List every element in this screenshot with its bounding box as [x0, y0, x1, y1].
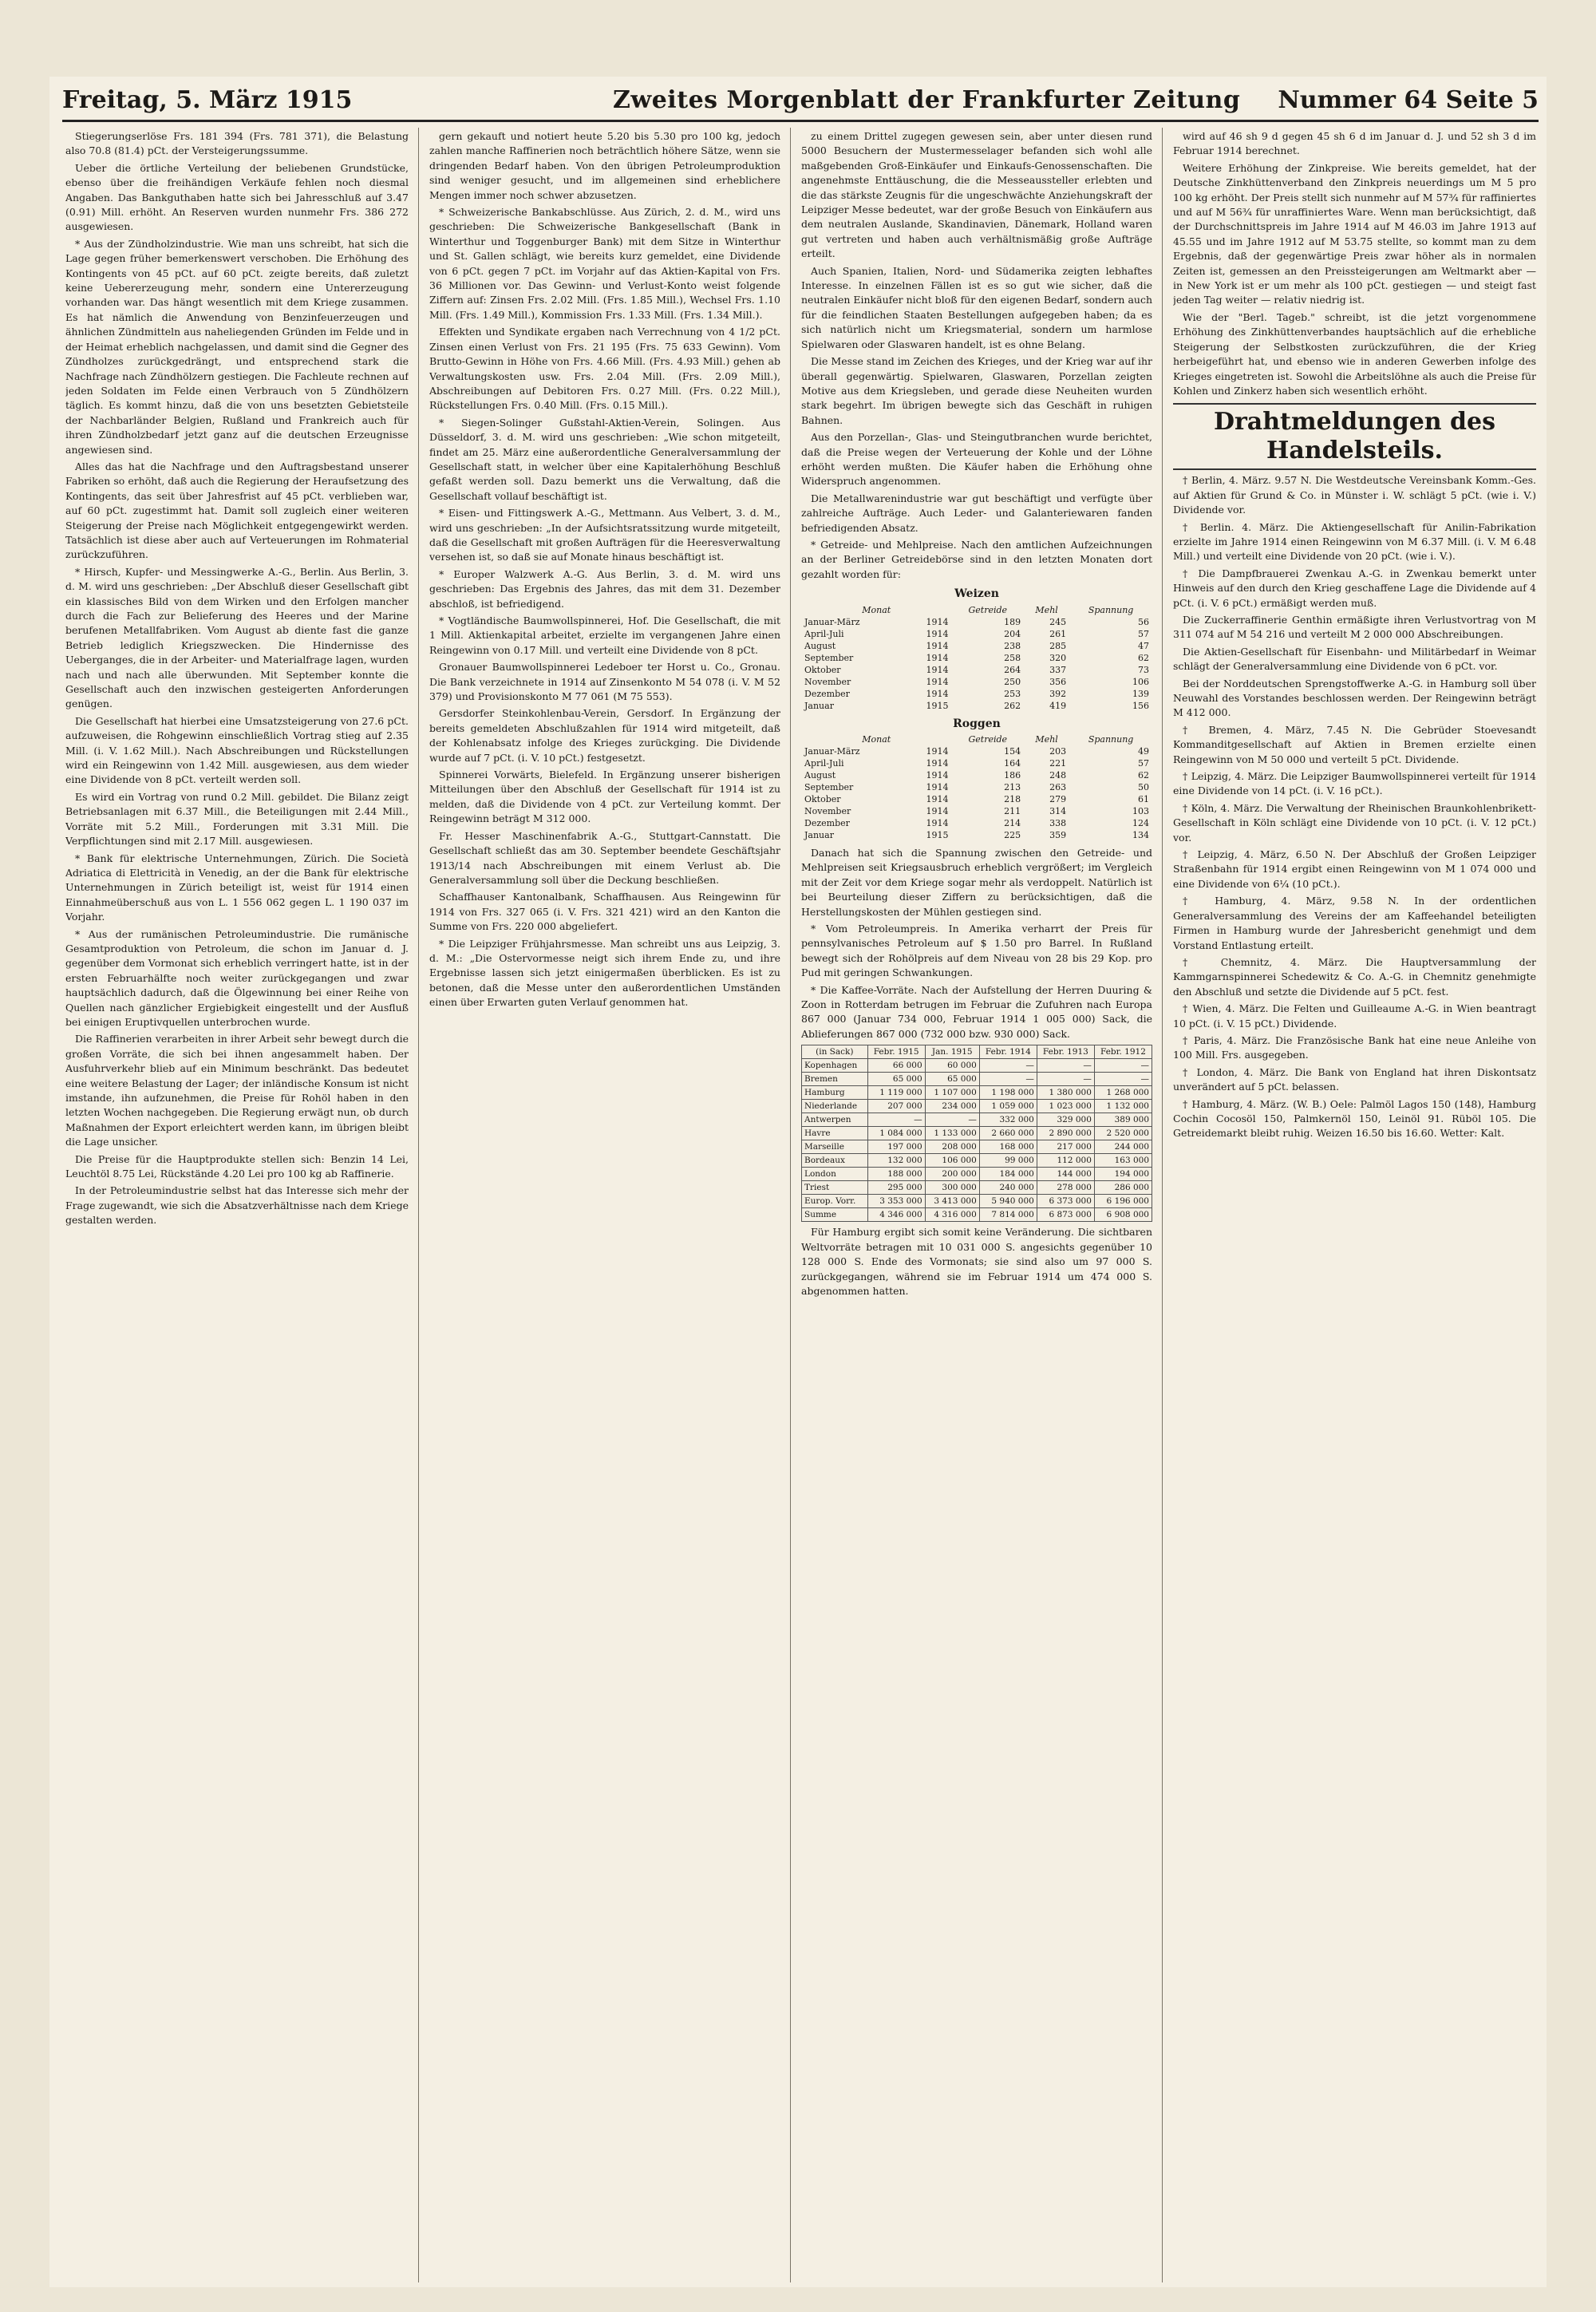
table-cell: September — [804, 652, 854, 663]
table-cell: 144 000 — [1037, 1168, 1094, 1181]
table-cell: 419 — [1049, 700, 1067, 711]
article-paragraph: Schaffhauser Kantonalbank, Schaffhausen. Aus Reingewinn für 1914 von Frs. 327 065 (i. V. Frs. 321 421) wird an den Kanton die Summe von Frs. 220 000 abgeliefert. — [429, 891, 780, 933]
coffee-stocks-table — [801, 1045, 1152, 1222]
article-paragraph: wird auf 46 sh 9 d gegen 45 sh 6 d im Januar d. J. und 52 sh 3 d im Februar 1914 berechnet. — [1173, 130, 1536, 157]
table-cell: 262 — [1004, 700, 1021, 711]
table-header: Febr. 1914 — [979, 1045, 1037, 1059]
table-row — [801, 829, 1152, 841]
table-cell: 6 373 000 — [1037, 1195, 1094, 1208]
table-header: Spannung — [1088, 734, 1134, 745]
table-row — [802, 1208, 1152, 1222]
table-cell: Oktober — [804, 794, 841, 804]
article-paragraph: † Köln, 4. März. Die Verwaltung der Rheinischen Braunkohlenbrikett-Gesellschaft in Köln schlägt eine Dividende von 10 pCt. (i. V. 12 pCt.) vor. — [1173, 801, 1536, 844]
article-paragraph: Auch Spanien, Italien, Nord- und Südamerika zeigten lebhaftes Interesse. In einzelnen Fällen ist es so gut wie sicher, daß die neutralen Einkäufer nicht bloß für den eigenen Bedarf, sondern auch für die feindlichen Staaten Bestellungen aufgegeben haben; da es sich natürlich nicht um Kriegsmaterial, sondern um harmlose Spielwaren oder Glaswaren handelt, ist es ohne Belang. — [801, 264, 1152, 350]
table-cell: April-Juli — [804, 758, 844, 769]
table-cell: 1915 — [926, 830, 949, 840]
table-row — [802, 1086, 1152, 1100]
table-cell: 164 — [1004, 758, 1021, 769]
table-row — [801, 688, 1152, 700]
table-cell: Marseille — [802, 1140, 868, 1154]
article-paragraph: Bei der Norddeutschen Sprengstoffwerke A.-G. in Hamburg soll über Neuwahl des Vorstandes beschlossen werden. Der Reingewinn beträgt M 412 000. — [1173, 677, 1536, 719]
article-paragraph: Die Zuckerraffinerie Genthin ermäßigte ihren Verlustvortrag von M 311 074 auf M 54 216 und verteilt M 2 000 000 Abschreibungen. — [1173, 613, 1536, 641]
table-cell: 245 — [1049, 616, 1067, 627]
article-paragraph: Spinnerei Vorwärts, Bielefeld. In Ergänzung unserer bisherigen Mitteilungen über den Abschluß der Gesellschaft für 1914 ist zu melden, daß die Dividende von 4 pCt. zur Verteilung kommt. Der Reingewinn beträgt M 312 000. — [429, 769, 780, 825]
table-cell: Januar-März — [804, 746, 860, 757]
table-row — [801, 745, 1152, 757]
grain-table-title: Weizen — [954, 587, 999, 601]
article-paragraph: † Leipzig, 4. März, 6.50 N. Der Abschluß der Großen Leipziger Straßenbahn für 1914 ergibt einen Reingewinn von M 1 074 000 und eine Dividende von 6¼ (10 pCt.). — [1173, 848, 1536, 890]
table-cell: Hamburg — [802, 1086, 868, 1100]
column-rule — [1162, 128, 1163, 2282]
table-cell: Dezember — [804, 688, 850, 699]
table-row — [802, 1140, 1152, 1154]
article-paragraph: zu einem Drittel zugegen gewesen sein, aber unter diesen rund 5000 Besuchern der Mustermesselager befanden sich wohl alle maßgebenden Groß-Einkäufer und Einkaufs-Genossenschaften. Die angenehmste Enttäuschung, die die Messeaussteller erlebten und die das stärkste Zeugnis für die ungeschwächte Anziehungskraft der Leipziger Messe bedeutet, war der große Besuch von Einkäufern aus dem neutralen Auslande, Skandinavien, Dänemark, Holland waren gut vertreten und haben auch verhältnismäßig große Aufträge erteilt. — [801, 130, 1152, 260]
article-column-4 — [1173, 129, 1536, 2276]
table-cell: August — [804, 770, 836, 781]
article-paragraph: Die Metallwarenindustrie war gut beschäftigt und verfügte über zahlreiche Aufträge. Auch Leder- und Galanteriewaren fanden befriedigenden Absatz. — [801, 492, 1152, 534]
table-header: Getreide — [968, 604, 1008, 615]
table-cell: 279 — [1049, 794, 1067, 804]
table-row — [802, 1154, 1152, 1168]
table-cell: 1914 — [926, 794, 949, 804]
table-cell: Havre — [802, 1127, 868, 1140]
table-header: Febr. 1912 — [1094, 1045, 1152, 1059]
table-cell: 221 — [1049, 758, 1067, 769]
table-cell: 204 — [1004, 628, 1021, 639]
article-paragraph: Die Preise für die Hauptprodukte stellen sich: Benzin 14 Lei, Leuchtöl 8.75 Lei, Rückstände 4.20 Lei pro 100 kg ab Raffinerie. — [65, 1152, 409, 1180]
table-cell: 188 000 — [867, 1168, 925, 1181]
table-cell: 156 — [1132, 700, 1149, 711]
table-cell: 263 — [1049, 782, 1067, 792]
table-cell: 238 — [1004, 640, 1021, 651]
table-cell: 359 — [1049, 830, 1067, 840]
table-cell: Kopenhagen — [802, 1059, 868, 1073]
article-paragraph: † Wien, 4. März. Die Felten und Guilleaume A.-G. in Wien beantragt 10 pCt. (i. V. 15 pCt.) Dividende. — [1173, 1002, 1536, 1030]
table-cell: 240 000 — [979, 1181, 1037, 1195]
article-paragraph: Für Hamburg ergibt sich somit keine Veränderung. Die sichtbaren Weltvorräte betragen mit 10 031 000 S. angesichts gegenüber 10 128 000 S. Ende des Vormonats; sie sind also um 97 000 S. zurückgegangen, während sie im Februar 1914 um 474 000 S. abgenommen hatten. — [801, 1226, 1152, 1297]
table-row — [802, 1195, 1152, 1208]
table-header: Mehl — [1035, 734, 1058, 745]
table-cell: 389 000 — [1094, 1113, 1152, 1127]
table-cell: 163 000 — [1094, 1154, 1152, 1168]
article-paragraph: Die Messe stand im Zeichen des Krieges, und der Krieg war auf ihr überall gegenwärtig. Spielwaren, Glaswaren, Porzellan zeigten Motive aus dem Kriegsleben, und gerade diese Neuheiten wurden stark begehrt. Im übrigen bewegte sich das Geschäft in ruhigen Bahnen. — [801, 355, 1152, 426]
table-cell: — — [925, 1113, 979, 1127]
table-cell: London — [802, 1168, 868, 1181]
table-cell: 132 000 — [867, 1154, 925, 1168]
article-paragraph: * Vom Petroleumpreis. In Amerika verharrt der Preis für pennsylvanisches Petroleum auf $ 1.50 pro Barrel. In Rußland bewegt sich der Rohölpreis auf dem Niveau von 28 bis 29 Kop. pro Pud mit geringen Schwankungen. — [801, 923, 1152, 979]
article-paragraph: † Hamburg, 4. März. (W. B.) Oele: Palmöl Lagos 150 (148), Hamburg Cochin Cocosöl 150, Palmkernöl 150, Leinöl 91. Rüböl 105. Die Getreidemarkt bleibt ruhig. Weizen 16.50 bis 16.60. Wetter: Kalt. — [1173, 1097, 1536, 1140]
table-cell: 5 940 000 — [979, 1195, 1037, 1208]
table-cell: 56 — [1138, 616, 1149, 627]
article-paragraph: In der Petroleumindustrie selbst hat das Interesse sich mehr der Frage zugewandt, wie sich die Absatzverhältnisse nach dem Kriege gestalten werden. — [65, 1184, 409, 1227]
table-cell: Antwerpen — [802, 1113, 868, 1127]
table-cell: 4 316 000 — [925, 1208, 979, 1222]
table-cell: 300 000 — [925, 1181, 979, 1195]
article-paragraph: Alles das hat die Nachfrage und den Auftragsbestand unserer Fabriken so erhöht, daß auch die Regierung der Heraufsetzung des Kontingents, das seit über Jahresfrist auf 45 pCt. verblieben war, auf 60 pCt. zugestimmt hat. Damit soll zugleich einer weiteren Steigerung der Preise nach Möglichkeit entgegengewirkt werden. Tatsächlich ist diese aber auch auf Verteuerungen im Rohmaterial zurückzuführen. — [65, 460, 409, 561]
table-cell: 264 — [1004, 664, 1021, 675]
table-header: Monat — [862, 604, 891, 615]
table-cell: 1914 — [926, 770, 949, 781]
table-cell: 1 084 000 — [867, 1127, 925, 1140]
article-paragraph: * Eisen- und Fittingswerk A.-G., Mettmann. Aus Velbert, 3. d. M., wird uns geschrieben: „In der Aufsichtsratssitzung wurde mitgeteilt, daß die Gesellschaft mit großen Aufträgen für die Heeresverwaltung versehen ist, so daß sie auf Monate hinaus beschäftigt ist. — [429, 507, 780, 563]
table-cell: 6 908 000 — [1094, 1208, 1152, 1222]
article-paragraph: Weitere Erhöhung der Zinkpreise. Wie bereits gemeldet, hat der Deutsche Zinkhüttenverband den Zinkpreis neuerdings um M 5 pro 100 kg erhöht. Der Preis stellt sich nunmehr auf M 57¾ für raffiniertes und auf M 56¾ für unraffiniertes Ware. Wenn man berücksichtigt, daß der Durchschnittspreis im Jahre 1914 auf M 46.03 im Jahre 1913 auf 45.55 und im Jahre 1912 auf M 53.75 stellte, so kommt man zu dem Ergebnis, daß der gegenwärtige Preis zwar höher als in normalen Zeiten ist, gemessen an den Preissteigerungen am Weltmarkt aber — in New York ist er um mehr als 100 pCt. gestiegen — und steigt fast jeden Tag weiter — relativ niedrig ist. — [1173, 161, 1536, 306]
article-paragraph: Die Raffinerien verarbeiten in ihrer Arbeit sehr bewegt durch die großen Vorräte, die sich bei ihnen angesammelt haben. Der Ausfuhrverkehr blieb auf ein Minimum beschränkt. Das bedeutet eine weitere Belastung der Lager; der inländische Konsum ist nicht imstande, ihn aufzunehmen, die Preise für Rohöl haben in den letzten Wochen nachgegeben. Die Regierung erwägt nun, ob durch Maßnahmen der Export erleichtert werden kann, im übrigen bleibt die Lage unsicher. — [65, 1033, 409, 1148]
article-column-2 — [429, 129, 780, 2276]
table-row — [801, 757, 1152, 769]
column-rule — [418, 128, 419, 2282]
table-cell: 1 059 000 — [979, 1100, 1037, 1113]
table-header: Jan. 1915 — [925, 1045, 979, 1059]
issue-number-page: Nummer 64 Seite 5 — [1278, 86, 1539, 114]
article-paragraph: Ueber die örtliche Verteilung der beliebenen Grundstücke, ebenso über die freihändigen Verkäufe fehlen noch diesmal Angaben. Das Bankguthaben hatte sich bei Jahresschluß auf 3.47 (0.91) Mill. erhöht. An Reserven wurden nunmehr Frs. 386 272 ausgewiesen. — [65, 161, 409, 233]
article-paragraph: † Leipzig, 4. März. Die Leipziger Baumwollspinnerei verteilt für 1914 eine Dividende von 14 pCt. (i. V. 16 pCt.). — [1173, 770, 1536, 797]
table-cell: 1914 — [926, 640, 949, 651]
table-cell: Summe — [802, 1208, 868, 1222]
table-cell: 250 — [1004, 676, 1021, 687]
table-cell: 225 — [1004, 830, 1021, 840]
table-row — [801, 700, 1152, 712]
table-cell: 1914 — [926, 688, 949, 699]
table-cell: 1914 — [926, 806, 949, 816]
article-paragraph: † Hamburg, 4. März, 9.58 N. In der ordentlichen Generalversammlung des Vereins der am Kaffeehandel beteiligten Firmen in Hamburg wurde der Jahresbericht genehmigt und dem Vorstand Entlastung erteilt. — [1173, 895, 1536, 951]
article-paragraph: * Europer Walzwerk A.-G. Aus Berlin, 3. d. M. wird uns geschrieben: Das Ergebnis des Jahres, das mit dem 31. Dezember abschloß, ist befriedigend. — [429, 567, 780, 610]
article-paragraph: † Berlin, 4. März. 9.57 N. Die Westdeutsche Vereinsbank Komm.-Ges. auf Aktien für Grund & Co. in Münster i. W. schlägt 5 pCt. (wie i. V.) Dividende vor. — [1173, 474, 1536, 516]
table-cell: 154 — [1004, 746, 1021, 757]
table-header: Monat — [862, 734, 891, 745]
article-paragraph: gern gekauft und notiert heute 5.20 bis 5.30 pro 100 kg, jedoch zahlen manche Raffinerien noch beträchtlich höhere Sätze, wenn sie dringenden Bedarf haben. Von den übrigen Petroleumproduktion sind weniger gesucht, und im allgemeinen sind erheblichere Mengen immer noch schwer abzusetzen. — [429, 130, 780, 201]
article-paragraph: Die Aktien-Gesellschaft für Eisenbahn- und Militärbedarf in Weimar schlägt der Generalversammlung eine Dividende von 6 pCt. vor. — [1173, 645, 1536, 673]
table-cell: November — [804, 676, 851, 687]
table-cell: 1 133 000 — [925, 1127, 979, 1140]
column-rule — [790, 128, 791, 2282]
table-cell: 1 132 000 — [1094, 1100, 1152, 1113]
table-cell: 50 — [1138, 782, 1149, 792]
article-paragraph: Danach hat sich die Spannung zwischen den Getreide- und Mehlpreisen seit Kriegsausbruch erheblich vergrößert; im Vergleich mit der Zeit vor dem Kriege sogar mehr als verdoppelt. Natürlich ist bei Beurteilung dieser Ziffern zu berücksichtigen, daß die Herstellungskosten der Mühlen gestiegen sind. — [801, 847, 1152, 918]
table-row — [802, 1059, 1152, 1073]
table-cell: 285 — [1049, 640, 1067, 651]
article-column-3 — [801, 129, 1152, 2276]
table-cell: Dezember — [804, 818, 850, 828]
table-row — [801, 817, 1152, 829]
article-paragraph: Stiegerungserlöse Frs. 181 394 (Frs. 781 371), die Belastung also 70.8 (81.4) pCt. der Versteigerungssumme. — [65, 130, 409, 157]
table-header: Spannung — [1088, 604, 1134, 615]
table-cell: 197 000 — [867, 1140, 925, 1154]
table-cell: 1 198 000 — [979, 1086, 1037, 1100]
table-cell: August — [804, 640, 836, 651]
article-paragraph: Gersdorfer Steinkohlenbau-Verein, Gersdorf. In Ergänzung der bereits gemeldeten Abschlußzahlen für 1914 wird mitgeteilt, daß der Kohlenabsatz infolge des Krieges zurückging. Die Dividende wurde auf 7 pCt. (i. V. 10 pCt.) festgesetzt. — [429, 707, 780, 764]
table-row — [802, 1073, 1152, 1086]
table-cell: 99 000 — [979, 1154, 1037, 1168]
table-cell: 65 000 — [925, 1073, 979, 1086]
table-cell: Triest — [802, 1181, 868, 1195]
table-cell: 1914 — [926, 616, 949, 627]
table-cell: 1 268 000 — [1094, 1086, 1152, 1100]
table-cell: 57 — [1138, 758, 1149, 769]
table-cell: 2 890 000 — [1037, 1127, 1094, 1140]
article-paragraph: Effekten und Syndikate ergaben nach Verrechnung von 4 1/2 pCt. Zinsen einen Verlust von Frs. 21 195 (Frs. 75 633 Gewinn). Vom Brutto-Gewinn in Höhe von Frs. 4.66 Mill. (Frs. 4.93 Mill.) gehen ab Verwaltungskosten usw. Frs. 2.04 Mill. (Frs. 2.09 Mill.), Abschreibungen auf Debitoren Frs. 0.27 Mill. (Frs. 0.22 Mill.), Rückstellungen Frs. 0.40 Mill. (Frs. 0.15 Mill.). — [429, 326, 780, 412]
article-paragraph: Wie der "Berl. Tageb." schreibt, ist die jetzt vorgenommene Erhöhung des Zinkhüttenverbandes hauptsächlich auf die erhebliche Steigerung der Selbstkosten zurückzuführen, die der Krieg herbeigeführt hat, und ebenso wie in anderen Gewerben infolge des Krieges eingetreten ist. Sowohl die Arbeitslöhne als auch die Preise für Kohlen und Zinkerz haben sich wesentlich erhöht. — [1173, 310, 1536, 397]
table-cell: 47 — [1138, 640, 1149, 651]
table-header: Febr. 1913 — [1037, 1045, 1094, 1059]
article-paragraph: † London, 4. März. Die Bank von England hat ihren Diskontsatz unverändert auf 5 pCt. belassen. — [1173, 1065, 1536, 1093]
article-paragraph: † Chemnitz, 4. März. Die Hauptversammlung der Kammgarnspinnerei Schedewitz & Co. A.-G. in Chemnitz genehmigte den Abschluß und setzte die Dividende auf 5 pCt. fest. — [1173, 955, 1536, 998]
table-cell: — — [979, 1059, 1037, 1073]
article-column-1 — [65, 129, 409, 2276]
article-paragraph: Aus den Porzellan-, Glas- und Steingutbranchen wurde berichtet, daß die Preise wegen der Verteuerung der Kohle und der Löhne erhöht werden mußten. Die Käufer haben die Erhöhung ohne Widerspruch angenommen. — [801, 431, 1152, 488]
section-headline: Drahtmeldungen des Handelsteils. — [1173, 403, 1536, 470]
table-cell: 234 000 — [925, 1100, 979, 1113]
article-paragraph: * Bank für elektrische Unternehmungen, Zürich. Die Società Adriatica di Elettricità in Venedig, an der die Bank für elektrische Unternehmungen in Zürich beteiligt ist, weist für 1914 einen Einnahmeüberschuß aus von L. 1 556 062 gegen L. 1 190 037 im Vorjahr. — [65, 852, 409, 923]
table-cell: 213 — [1004, 782, 1021, 792]
table-cell: 356 — [1049, 676, 1067, 687]
table-cell: 134 — [1132, 830, 1149, 840]
table-cell: 1 380 000 — [1037, 1086, 1094, 1100]
table-cell: 200 000 — [925, 1168, 979, 1181]
table-cell: September — [804, 782, 854, 792]
table-cell: 106 000 — [925, 1154, 979, 1168]
table-cell: 261 — [1049, 628, 1067, 639]
table-cell: 112 000 — [1037, 1154, 1094, 1168]
table-cell: 66 000 — [867, 1059, 925, 1073]
table-cell: 1914 — [926, 652, 949, 663]
grain-price-table — [801, 604, 1152, 712]
table-row — [801, 676, 1152, 688]
table-row — [801, 640, 1152, 652]
table-cell: 3 413 000 — [925, 1195, 979, 1208]
table-cell: 106 — [1132, 676, 1149, 687]
article-paragraph: † Paris, 4. März. Die Französische Bank hat eine neue Anleihe von 100 Mill. Frs. ausgegeben. — [1173, 1033, 1536, 1061]
table-cell: 286 000 — [1094, 1181, 1152, 1195]
table-cell: Januar — [804, 830, 834, 840]
table-cell: 338 — [1049, 818, 1067, 828]
table-cell: 392 — [1049, 688, 1067, 699]
article-paragraph: * Vogtländische Baumwollspinnerei, Hof. Die Gesellschaft, die mit 1 Mill. Aktienkapital arbeitet, erzielte im vergangenen Jahre einen Reingewinn von 0.17 Mill. und verteilt eine Dividende von 8 pCt. — [429, 615, 780, 656]
article-paragraph: † Bremen, 4. März, 7.45 N. Die Gebrüder Stoevesandt Kommanditgesellschaft auf Aktien in Bremen erzielte einen Reingewinn von M 50 000 und verteilt 5 pCt. Dividende. — [1173, 723, 1536, 765]
table-cell: 217 000 — [1037, 1140, 1094, 1154]
table-cell: Bordeaux — [802, 1154, 868, 1168]
table-cell: 124 — [1132, 818, 1149, 828]
table-cell: 4 346 000 — [867, 1208, 925, 1222]
table-row — [801, 769, 1152, 781]
table-cell: 49 — [1138, 746, 1149, 757]
table-cell: 2 660 000 — [979, 1127, 1037, 1140]
table-cell: — — [1094, 1073, 1152, 1086]
table-cell: November — [804, 806, 851, 816]
table-cell: 258 — [1004, 652, 1021, 663]
article-paragraph: * Siegen-Solinger Gußstahl-Aktien-Verein, Solingen. Aus Düsseldorf, 3. d. M. wird uns geschrieben: „Wie schon mitgeteilt, findet am 25. März eine außerordentliche Generalversammlung der Gesellschaft statt, in welcher über eine Kapitalerhöhung Beschluß gefaßt werden soll. Dazu bemerkt uns die Verwaltung, daß die Gesellschaft vollauf beschäftigt ist. — [429, 416, 780, 502]
table-cell: 314 — [1049, 806, 1067, 816]
table-cell: 1914 — [926, 664, 949, 675]
table-cell: 168 000 — [979, 1140, 1037, 1154]
table-cell: 194 000 — [1094, 1168, 1152, 1181]
table-cell: 65 000 — [867, 1073, 925, 1086]
table-cell: 189 — [1004, 616, 1021, 627]
table-cell: 214 — [1004, 818, 1021, 828]
table-cell: 1914 — [926, 818, 949, 828]
table-cell: 61 — [1138, 794, 1149, 804]
grain-price-table — [801, 733, 1152, 841]
masthead — [62, 83, 1539, 122]
table-cell: — — [1037, 1059, 1094, 1073]
table-cell: 3 353 000 — [867, 1195, 925, 1208]
table-cell: 329 000 — [1037, 1113, 1094, 1127]
article-paragraph: † Die Dampfbrauerei Zwenkau A.-G. in Zwenkau bemerkt unter Hinweis auf den durch den Krieg geschaffene Lage die Dividende auf 4 pCt. (i. V. 6 pCt.) ermäßigt werden muß. — [1173, 567, 1536, 609]
table-cell: 244 000 — [1094, 1140, 1152, 1154]
table-header: Getreide — [968, 734, 1008, 745]
table-cell: 218 — [1004, 794, 1021, 804]
table-cell: Europ. Vorr. — [802, 1195, 868, 1208]
table-cell: 208 000 — [925, 1140, 979, 1154]
table-cell: 62 — [1138, 652, 1149, 663]
table-cell: 7 814 000 — [979, 1208, 1037, 1222]
table-cell: 57 — [1138, 628, 1149, 639]
article-paragraph: Die Gesellschaft hat hierbei eine Umsatzsteigerung von 27.6 pCt. aufzuweisen, die Rohgewinn einschließlich Vortrag stieg auf 2.35 Mill. (i. V. 1.62 Mill.). Nach Abschreibungen und Rückstellungen wird ein Reingewinn von 1.42 Mill. ausgewiesen, aus dem wieder eine Dividende von 8 pCt. verteilt werden soll. — [65, 714, 409, 786]
article-paragraph: * Die Kaffee-Vorräte. Nach der Aufstellung der Herren Duuring & Zoon in Rotterdam betrugen im Februar die Zufuhren nach Europa 867 000 (Januar 734 000, Februar 1914 1 005 000) Sack, die Ablieferungen 867 000 (732 000 bzw. 930 000) Sack. — [801, 983, 1152, 1040]
article-paragraph: Es wird ein Vortrag von rund 0.2 Mill. gebildet. Die Bilanz zeigt Betriebsanlagen mit 6.37 Mill., die Beteiligungen mit 2.44 Mill., Vorräte mit 5.2 Mill., Forderungen mit 3.31 Mill. Die Verpflichtungen sind mit 2.17 Mill. ausgewiesen. — [65, 790, 409, 848]
table-row — [801, 616, 1152, 628]
table-cell: 6 196 000 — [1094, 1195, 1152, 1208]
table-cell: 184 000 — [979, 1168, 1037, 1181]
table-row — [801, 793, 1152, 805]
table-cell: 186 — [1004, 770, 1021, 781]
article-paragraph: Fr. Hesser Maschinenfabrik A.-G., Stuttgart-Cannstatt. Die Gesellschaft schließt das am 30. September beendete Geschäftsjahr 1913/14 nach Abschreibungen mit einem Verlust ab. Die Generalversammlung soll über die Deckung beschließen. — [429, 829, 780, 886]
table-cell: 253 — [1004, 688, 1021, 699]
article-paragraph: * Die Leipziger Frühjahrsmesse. Man schreibt uns aus Leipzig, 3. d. M.: „Die Ostervormesse neigt sich ihrem Ende zu, und ihre Ergebnisse lassen sich jetzt einigermaßen überblicken. Es ist zu betonen, daß die Messe unter den außerordentlichen Umständen einen über Erwarten guten Verlauf genommen hat. — [429, 937, 780, 1009]
table-cell: 1 119 000 — [867, 1086, 925, 1100]
table-header: (in Sack) — [802, 1045, 868, 1059]
table-cell: 73 — [1138, 664, 1149, 675]
table-cell: Januar-März — [804, 616, 860, 627]
table-row — [802, 1181, 1152, 1195]
grain-prices-intro: * Getreide- und Mehlpreise. Nach den amtlichen Aufzeichnungen an der Berliner Getreidebörse sind in den letzten Monaten dort gezahlt worden für: — [801, 538, 1152, 580]
table-cell: Oktober — [804, 664, 841, 675]
table-cell: 278 000 — [1037, 1181, 1094, 1195]
article-paragraph: * Aus der rumänischen Petroleumindustrie. Die rumänische Gesamtproduktion von Petroleum, die schon im Januar d. J. gegenüber dem Vormonat sich erheblich verringert hatte, ist in der ersten Februarhälfte noch weiter zurückgegangen und zwar hauptsächlich dadurch, daß die Ölgewinnung bei einer Reihe von Quellen nach gänzlicher Ergiebigkeit eingestellt und der Ausfluß bei einigen Eruptivquellen unterbrochen wurde. — [65, 927, 409, 1028]
article-paragraph: * Schweizerische Bankabschlüsse. Aus Zürich, 2. d. M., wird uns geschrieben: Die Schweizerische Bankgesellschaft (Bank in Winterthur und Toggenburger Bank) mit dem Sitze in Winterthur und St. Gallen schlägt, wie bereits kurz gemeldet, eine Dividende von 6 pCt. gegen 7 pCt. im Vorjahr auf das Aktien-Kapital von Frs. 36 Millionen vor. Das Gewinn- und Verlust-Konto weist folgende Ziffern auf: Zinsen Frs. 2.02 Mill. (Frs. 1.85 Mill.), Wechsel Frs. 1.10 Mill. (Frs. 1.49 Mill.), Kommission Frs. 1.33 Mill. (Frs. 1.34 Mill.). — [429, 206, 780, 321]
table-header: Febr. 1915 — [867, 1045, 925, 1059]
table-row — [801, 652, 1152, 664]
table-row — [801, 628, 1152, 640]
table-cell: 6 873 000 — [1037, 1208, 1094, 1222]
article-paragraph: * Hirsch, Kupfer- und Messingwerke A.-G., Berlin. Aus Berlin, 3. d. M. wird uns geschrieben: „Der Abschluß dieser Gesellschaft gibt ein klassisches Bild von dem Wirken und den Erfolgen mancher durch die Fach zur Belieferung des Heeres und der Marine berufenen Metallfabriken. Vom August ab diente fast die ganze Betrieb lediglich Kriegszwecken. Die Hindernisse des Ueberganges, die in der Arbeiter- und Materialfrage lagen, wurden nach und nach alle überwunden. Mit September konnte die Gesellschaft auch den inzwischen gesteigerten Anforderungen genügen. — [65, 565, 409, 710]
table-cell: Januar — [804, 700, 834, 711]
table-cell: 103 — [1132, 806, 1149, 816]
table-row — [802, 1168, 1152, 1181]
table-cell: 295 000 — [867, 1181, 925, 1195]
table-cell: 207 000 — [867, 1100, 925, 1113]
table-cell: 1915 — [926, 700, 949, 711]
article-paragraph: † Berlin. 4. März. Die Aktiengesellschaft für Anilin-Fabrikation erzielte im Jahre 1914 einen Reingewinn von M 6.37 Mill. (i. V. M 6.48 Mill.) und verteilt eine Dividende von 20 pCt. (wie i. V.). — [1173, 520, 1536, 563]
table-row — [801, 781, 1152, 793]
article-paragraph: * Aus der Zündholzindustrie. Wie man uns schreibt, hat sich die Lage gegen früher bemerkenswert verschoben. Die Erhöhung des Kontingents von 45 pCt. auf 60 pCt. zeigte bereits, daß zuletzt keine Uebererzeugung mehr, sondern eine Untererzeugung vorhanden war. Das hängt wesentlich mit dem Kriege zusammen. Es hat nämlich die Anwendung von Benzinfeuerzeugen und ähnlichen Zündmitteln aus naheliegenden Gründen im Felde und in der Heimat erheblich nachgelassen, und damit sind die Gegner des Zündholzes zurückgedrängt, und entsprechend stark die Nachfrage nach Zündhölzern gestiegen. Die Fachleute rechnen auf jeden Soldaten im Felde einen Verbrauch von 5 Zündhölzern täglich. Es kommt hinzu, daß die von uns besetzten Gebietsteile der Nachbarländer Belgien, Rußland und Frankreich auch für ihren Zündholzbedarf jetzt ganz auf die deutschen Erzeugnisse angewiesen sind. — [65, 237, 409, 456]
table-cell: — — [979, 1073, 1037, 1086]
table-cell: 1914 — [926, 628, 949, 639]
table-cell: 60 000 — [925, 1059, 979, 1073]
table-cell: — — [1094, 1059, 1152, 1073]
table-cell: 320 — [1049, 652, 1067, 663]
table-cell: 248 — [1049, 770, 1067, 781]
table-cell: 332 000 — [979, 1113, 1037, 1127]
table-header: Mehl — [1035, 604, 1058, 615]
table-cell: 62 — [1138, 770, 1149, 781]
table-cell: 1914 — [926, 782, 949, 792]
table-cell: 1914 — [926, 758, 949, 769]
issue-date: Freitag, 5. März 1915 — [62, 86, 353, 114]
grain-table-title: Roggen — [953, 717, 1001, 730]
table-row — [802, 1113, 1152, 1127]
table-row — [801, 805, 1152, 817]
table-cell: 1 107 000 — [925, 1086, 979, 1100]
table-cell: April-Juli — [804, 628, 844, 639]
newspaper-title: Zweites Morgenblatt der Frankfurter Zeitung — [613, 86, 1241, 114]
table-row — [802, 1100, 1152, 1113]
table-row — [801, 664, 1152, 676]
table-cell: 2 520 000 — [1094, 1127, 1152, 1140]
table-cell: Niederlande — [802, 1100, 868, 1113]
table-cell: 1914 — [926, 676, 949, 687]
table-cell: 1 023 000 — [1037, 1100, 1094, 1113]
table-cell: 337 — [1049, 664, 1067, 675]
table-cell: 139 — [1132, 688, 1149, 699]
table-cell: — — [1037, 1073, 1094, 1086]
table-cell: Bremen — [802, 1073, 868, 1086]
table-cell: 203 — [1049, 746, 1067, 757]
table-cell: 211 — [1004, 806, 1021, 816]
table-cell: — — [867, 1113, 925, 1127]
article-paragraph: Gronauer Baumwollspinnerei Ledeboer ter Horst u. Co., Gronau. Die Bank verzeichnete in 1914 auf Zinsenkonto M 54 078 (i. V. M 52 379) und Provisionskonto M 77 061 (M 75 553). — [429, 661, 780, 703]
table-row — [802, 1127, 1152, 1140]
table-cell: 1914 — [926, 746, 949, 757]
